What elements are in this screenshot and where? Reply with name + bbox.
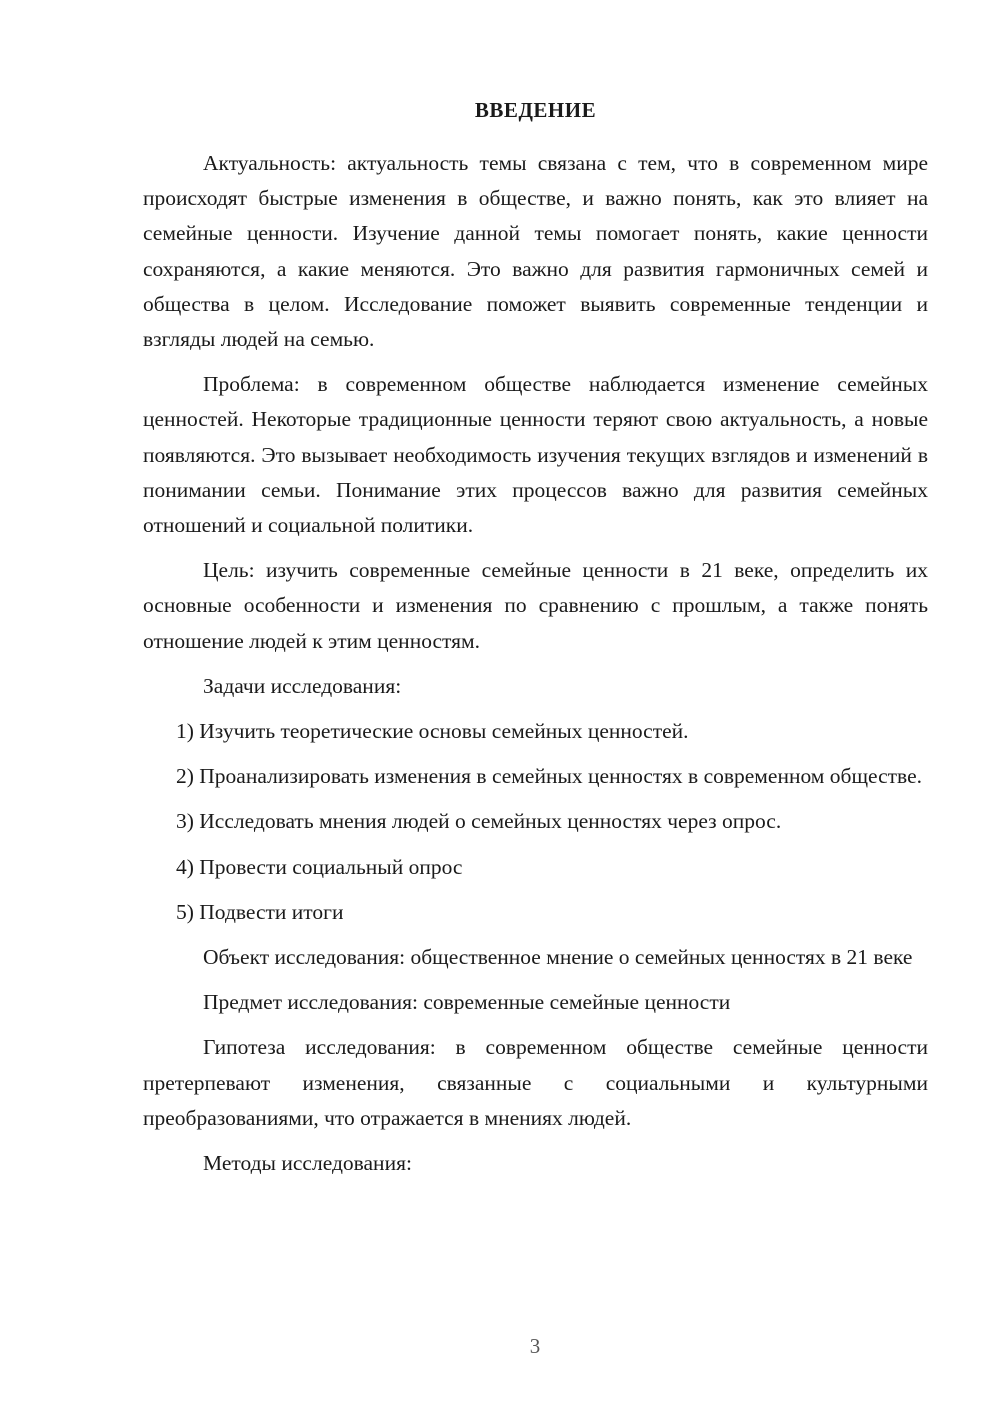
- page-number: 3: [529, 1334, 541, 1358]
- problem-paragraph: Проблема: в современном обществе наблюдается изменение семейных ценностей. Некоторые традиционные ценности теряют свою актуальность, а новые появляются. Это вызывает необходимость изучения текущих взглядов и изменений в понимании семьи. Понимание этих процессов важно для развития семейных отношений и социальной политики.: [143, 372, 928, 538]
- relevance-paragraph: Актуальность: актуальность темы связана с тем, что в современном мире происходят быстрые изменения в обществе, и важно понять, как это влияет на семейные ценности. Изучение данной темы помогает понять, какие ценности сохраняются, а какие меняются. Это важно для развития гармоничных семей и общества в целом. Исследование поможет выявить современные тенденции и взгляды людей на семью.: [143, 151, 928, 352]
- document-page: [143, 96, 928, 1181]
- tasks-heading: Задачи исследования:: [203, 673, 402, 698]
- hypothesis-paragraph: Гипотеза исследования: в современном обществе семейные ценности претерпевают изменения, связанные с социальными и культурными преобразованиями, что отражается в мнениях людей.: [143, 1035, 928, 1130]
- subject-paragraph: Предмет исследования: современные семейные ценности: [203, 990, 731, 1015]
- task-item: 4) Провести социальный опрос: [176, 854, 463, 879]
- task-item: 2) Проанализировать изменения в семейных ценностях в современном обществе.: [176, 764, 922, 789]
- object-paragraph: Объект исследования: общественное мнение о семейных ценностях в 21 веке: [203, 945, 913, 970]
- task-item: 1) Изучить теоретические основы семейных ценностей.: [176, 719, 689, 744]
- task-item: 3) Исследовать мнения людей о семейных ценностях через опрос.: [176, 809, 782, 834]
- section-title: ВВЕДЕНИЕ: [474, 98, 597, 122]
- methods-paragraph: Методы исследования:: [203, 1151, 412, 1176]
- goal-paragraph: Цель: изучить современные семейные ценности в 21 веке, определить их основные особенности и изменения по сравнению с прошлым, а также понять отношение людей к этим ценностям.: [143, 558, 928, 653]
- task-item: 5) Подвести итоги: [176, 899, 344, 924]
